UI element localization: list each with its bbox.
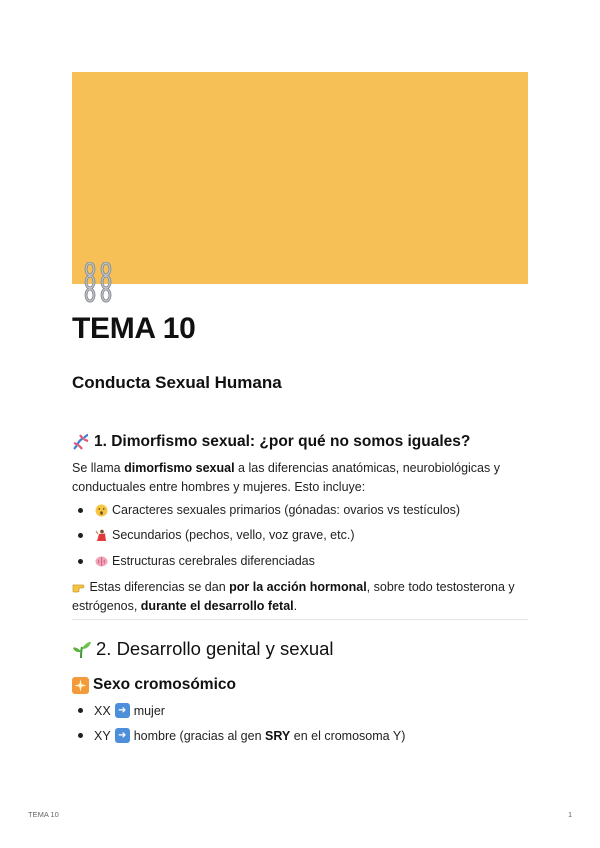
note-line2-before: estrógenos, [72,599,141,613]
section1-note [72,578,528,616]
intro-text-after: a las diferencias anatómicas, neurobiológicas y [234,461,500,475]
gene-name: SRY [265,728,291,743]
dna-icon [72,433,90,451]
bullet-dot [78,533,83,538]
note-text-before: Estas diferencias se dan [86,580,230,594]
dancer-icon [94,528,108,542]
list-item-text: Secundarios (pechos, vello, voz grave, etc.) [112,528,355,542]
section1-heading [72,433,470,451]
pointing-hand-icon [72,581,86,593]
intro-text-line2: conductuales entre hombres y mujeres. Esto incluye: [72,480,366,494]
page-title: TEMA 10 [72,312,196,345]
section2-subheading-text: Sexo cromosómico [93,676,236,693]
list-item [78,554,315,568]
section2-heading [72,638,334,660]
arrow-right-icon: ➜ [115,728,130,743]
chains-icon [78,262,118,306]
bullet-dot [78,708,83,713]
note-bold-1: por la acción hormonal [229,580,367,594]
section2-heading-text: 2. Desarrollo genital y sexual [96,638,334,659]
intro-text-before: Se llama [72,461,125,475]
note-end: . [293,599,298,613]
list-item-text: hombre (gracias al gen [133,728,266,743]
list-item [78,728,405,743]
chromosome-label: XY [94,728,111,743]
arrow-right-icon: ➜ [115,703,130,718]
section1-heading-text: 1. Dimorfismo sexual: ¿por qué no somos iguales? [94,433,471,450]
note-bold-2: durante el desarrollo fetal [140,599,294,613]
page-number: 1 [568,810,573,819]
note-text-after: , sobre todo testosterona y [366,580,515,594]
intro-bold-term: dimorfismo sexual [124,461,235,475]
list-item [78,528,354,542]
bullet-dot [78,508,83,513]
bullet-dot [78,733,83,738]
footer-title: TEMA 10 [28,810,59,819]
bullet-dot [78,559,83,564]
list-item-text-end: en el cromosoma Y) [290,728,406,743]
sparkle-icon [72,677,89,694]
section2-subheading [72,676,236,694]
cover-banner [72,72,528,284]
section1-intro [72,459,528,497]
list-item [78,703,165,718]
brain-icon [94,554,108,568]
list-item-text: Estructuras cerebrales diferenciadas [112,554,315,568]
page-subtitle: Conducta Sexual Humana [72,373,282,392]
chromosome-label: XX [94,703,111,718]
seedling-icon [72,639,92,659]
surprised-face-icon [94,503,108,517]
divider [72,619,528,620]
list-item-text: Caracteres sexuales primarios (gónadas: ovarios vs testículos) [112,503,461,517]
list-item-text: mujer [133,703,165,718]
list-item [78,503,460,517]
